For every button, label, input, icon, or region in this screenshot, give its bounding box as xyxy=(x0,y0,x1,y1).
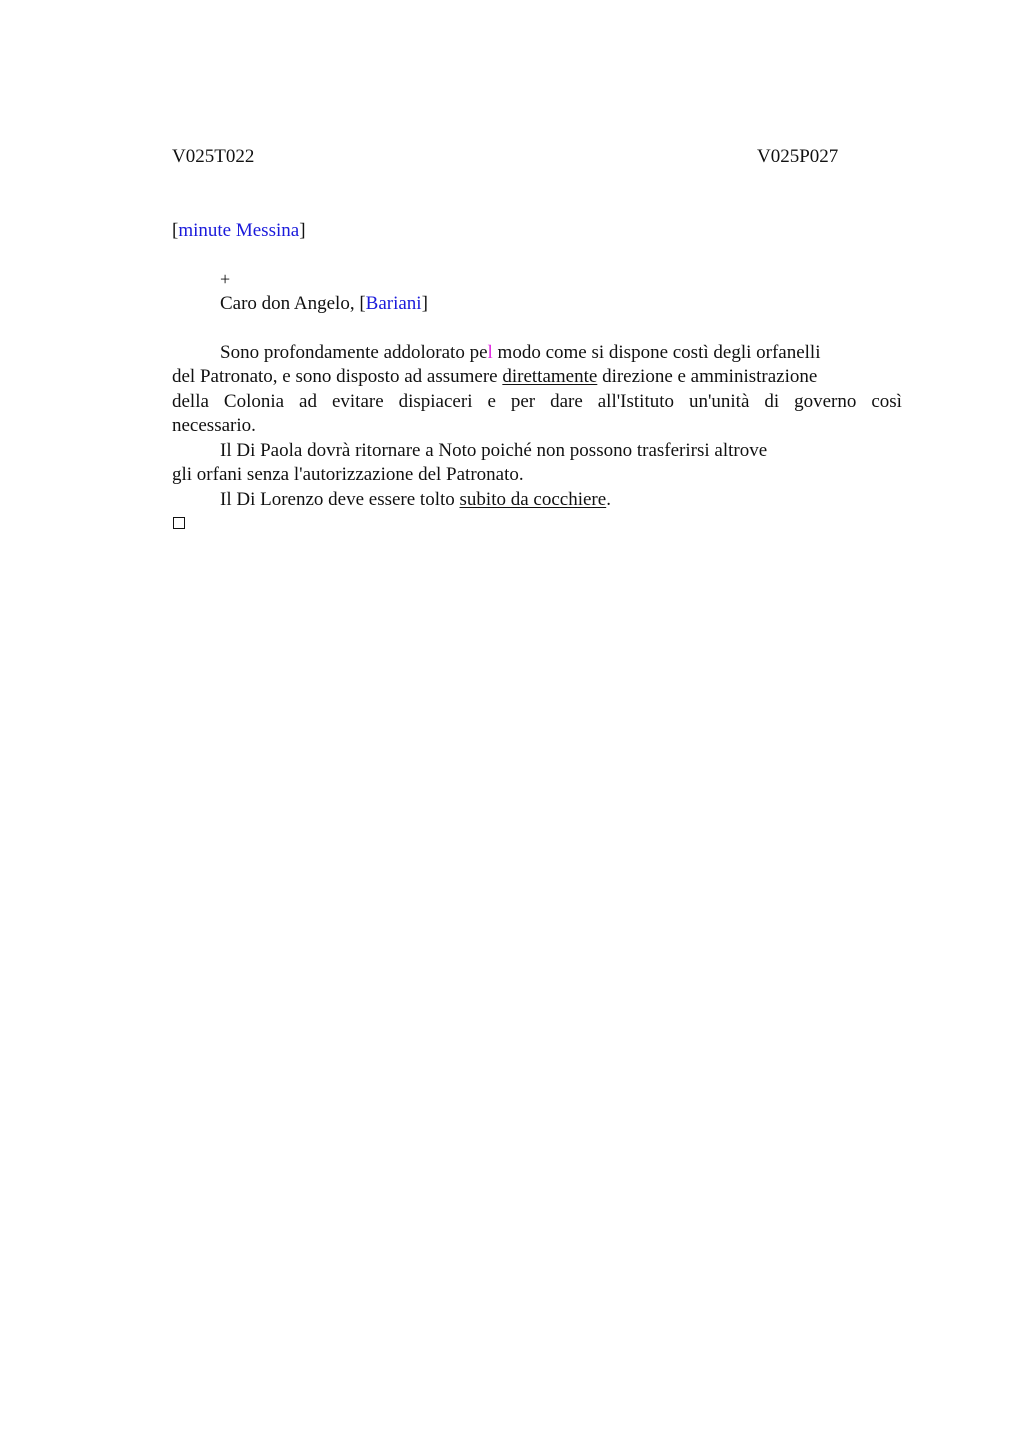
paragraph2-line1: Il Di Paola dovrà ritornare a Noto poiché non possono trasferirsi altrove xyxy=(220,440,768,461)
line3-word: di xyxy=(764,391,780,412)
document-code-left: V025T022 xyxy=(172,146,255,167)
document-code-right: V025P027 xyxy=(757,146,839,167)
source-note xyxy=(172,220,306,242)
checkbox-square-icon xyxy=(173,517,185,529)
cross-mark: + xyxy=(220,269,231,289)
line3-word: Colonia xyxy=(223,391,285,412)
line3-word: e xyxy=(487,391,496,412)
paragraph1-line1 xyxy=(220,342,820,364)
line3-word: della xyxy=(172,391,209,412)
line3-word: dare xyxy=(550,391,583,412)
underlined-phrase-subito-da-cocchiere: subito da cocchiere xyxy=(459,489,607,510)
line3-word: per xyxy=(510,391,536,412)
paragraph1-line1-part1: Sono profondamente addolorato pe xyxy=(220,342,488,363)
source-open-bracket: [ xyxy=(172,220,179,241)
underlined-word-direttamente: direttamente xyxy=(502,366,598,387)
paragraph1-line3 xyxy=(172,391,902,413)
line3-word: all'Istituto xyxy=(597,391,675,412)
line3-word: dispiaceri xyxy=(398,391,473,412)
paragraph1-line2-part2: direzione e amministrazione xyxy=(597,366,818,387)
line3-word: evitare xyxy=(331,391,384,412)
paragraph1-line4: necessario. xyxy=(172,415,256,436)
paragraph3-part2: . xyxy=(606,489,611,510)
line3-word: un'unità xyxy=(688,391,750,412)
paragraph3-part1: Il Di Lorenzo deve essere tolto xyxy=(220,489,460,510)
line3-word: così xyxy=(871,391,902,412)
paragraph1-highlight-letter: l xyxy=(487,342,493,363)
paragraph3 xyxy=(220,489,611,511)
recipient-name: Bariani xyxy=(365,293,422,314)
salutation-open-bracket: [ xyxy=(359,293,366,314)
paragraph1-line2-part1: del Patronato, e sono disposto ad assumere xyxy=(172,366,503,387)
paragraph2-line2: gli orfani senza l'autorizzazione del Patronato. xyxy=(172,464,524,485)
line3-word: ad xyxy=(299,391,317,412)
paragraph1-line1-part2: modo come si dispone costì degli orfanelli xyxy=(492,342,821,363)
source-close-bracket: ] xyxy=(299,220,306,241)
salutation-text: Caro don Angelo, xyxy=(220,293,360,314)
source-note-text: minute Messina xyxy=(178,220,300,241)
salutation xyxy=(220,293,428,315)
paragraph1-line2 xyxy=(172,366,902,388)
line3-word: governo xyxy=(794,391,857,412)
salutation-close-bracket: ] xyxy=(421,293,428,314)
